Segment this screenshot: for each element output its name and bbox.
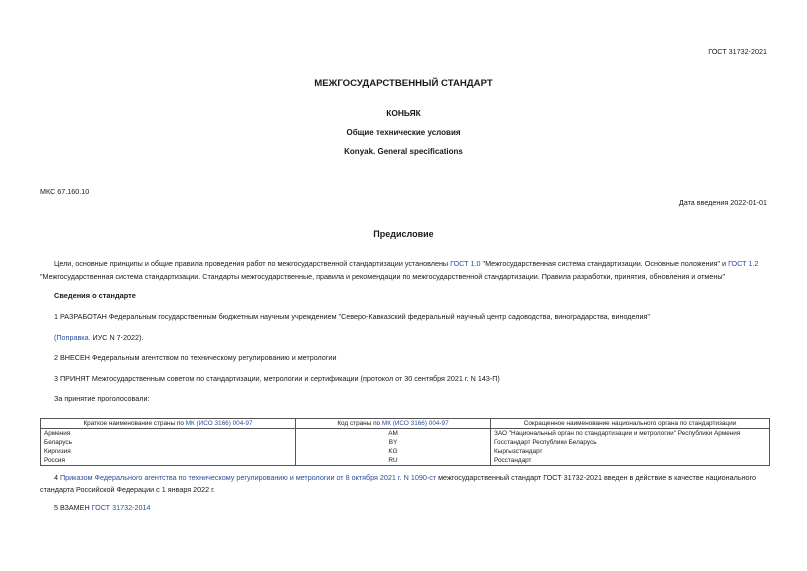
table-header-row bbox=[41, 419, 770, 429]
introduction-date: Дата введения 2022-01-01 bbox=[678, 198, 767, 207]
table-row bbox=[41, 456, 770, 466]
voted-for-label: За принятие проголосовали: bbox=[54, 394, 150, 403]
item4-text: межгосударственный стандарт ГОСТ 31732-2021 введен в действие в качестве национального стандарта Российской Федерации с 1 января 2022 г. bbox=[40, 473, 757, 494]
code-cell: RU bbox=[296, 456, 491, 466]
item-adopted-by: 3 ПРИНЯТ Межгосударственным советом по стандартизации, метрологии и сертификации (протокол от 30 сентября 2021 г. N 143-П) bbox=[54, 374, 500, 383]
country-cell: Россия bbox=[41, 456, 296, 466]
preface-text-2: "Межгосударственная система стандартизации. Основные положения" и bbox=[480, 259, 729, 268]
body-cell: Росстандарт bbox=[491, 456, 770, 466]
column-header-body: Сокращенное наименование национального органа по стандартизации bbox=[491, 419, 770, 429]
document-title: КОНЬЯК bbox=[386, 108, 421, 118]
document-code: ГОСТ 31732-2021 bbox=[708, 47, 767, 56]
preface-text-3: "Межгосударственная система стандартизации. Стандарты межгосударственные, правила и рекомендации по межгосударственной стандартизации. Правила разработки, принятия, обновления и отмены" bbox=[40, 271, 726, 281]
table-row bbox=[41, 438, 770, 447]
gost-1-0-link[interactable]: ГОСТ 1.0 bbox=[450, 259, 481, 268]
mk-iso-link[interactable]: МК (ИСО 3166) 004-97 bbox=[381, 420, 449, 427]
document-subtitle: Общие технические условия bbox=[346, 128, 461, 137]
preface-text-1: Цели, основные принципы и общие правила проведения работ по межгосударственной стандартизации установлены bbox=[54, 259, 451, 268]
item-replaces bbox=[54, 503, 150, 512]
body-cell: Кыргызстандарт bbox=[491, 447, 770, 456]
item4-number: 4 bbox=[54, 473, 60, 482]
document-title-english: Konyak. General specifications bbox=[344, 147, 463, 156]
column-header-country-text: Краткое наименование страны по bbox=[83, 420, 186, 427]
mks-code: МКС 67.160.10 bbox=[40, 187, 90, 196]
code-cell: BY bbox=[296, 438, 491, 447]
amendment-text: ИУС N 7-2022). bbox=[90, 333, 144, 342]
order-link[interactable]: Приказом Федерального агентства по техническому регулированию и метрологии от 8 октября 2021 г. N 1090-ст bbox=[60, 473, 437, 482]
item-submitted-by: 2 ВНЕСЕН Федеральным агентством по техническому регулированию и метрологии bbox=[54, 353, 337, 362]
amendment-note bbox=[54, 333, 143, 342]
voting-countries-table bbox=[40, 418, 770, 466]
item5-text: 5 ВЗАМЕН bbox=[54, 503, 92, 512]
gost-2014-link[interactable]: ГОСТ 31732-2014 bbox=[91, 503, 151, 512]
body-cell: Госстандарт Республики Беларусь bbox=[491, 438, 770, 447]
code-cell: KG bbox=[296, 447, 491, 456]
item-enacted bbox=[40, 472, 770, 495]
column-header-country bbox=[41, 419, 296, 429]
standard-info-heading: Сведения о стандарте bbox=[54, 291, 136, 300]
body-cell: ЗАО "Национальный орган по стандартизации и метрологии" Республики Армения bbox=[491, 429, 770, 439]
table-row bbox=[41, 429, 770, 439]
column-header-code bbox=[296, 419, 491, 429]
amendment-link[interactable]: (Поправка. bbox=[54, 333, 91, 342]
table-row bbox=[41, 447, 770, 456]
preface-heading: Предисловие bbox=[373, 229, 434, 239]
standard-type-heading: МЕЖГОСУДАРСТВЕННЫЙ СТАНДАРТ bbox=[314, 78, 493, 89]
mk-iso-link[interactable]: МК (ИСО 3166) 004-97 bbox=[185, 420, 253, 427]
code-cell: AM bbox=[296, 429, 491, 439]
country-cell: Армения bbox=[41, 429, 296, 439]
item-developed-by: 1 РАЗРАБОТАН Федеральным государственным бюджетным научным учреждением "Северо-Кавказский федеральный научный центр садоводства, виноградарства, виноделия" bbox=[54, 312, 650, 321]
gost-1-2-link[interactable]: ГОСТ 1.2 bbox=[728, 259, 759, 268]
column-header-code-text: Код страны по bbox=[337, 420, 382, 427]
country-cell: Киргизия bbox=[41, 447, 296, 456]
preface-paragraph bbox=[40, 258, 770, 283]
country-cell: Беларусь bbox=[41, 438, 296, 447]
